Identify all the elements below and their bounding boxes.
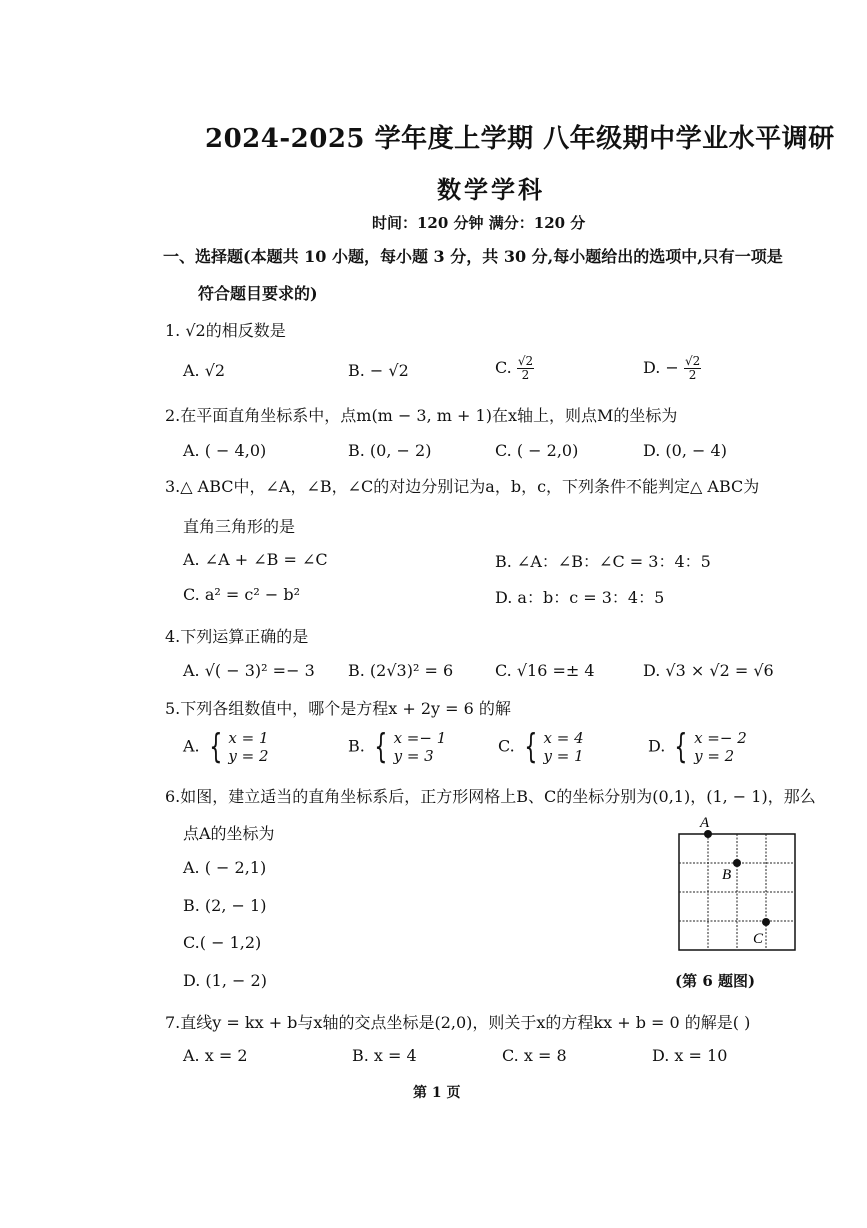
q5-a-eq1: x = 1: [228, 729, 269, 747]
q5-stem: 5.下列各组数值中，哪个是方程x + 2y = 6 的解: [165, 699, 511, 718]
q4-option-d: D. √3 × √2 = √6: [643, 661, 774, 680]
q5-c-system: { x = 4 y = 1: [524, 727, 584, 767]
q5-b-system: { x =− 1 y = 3: [374, 727, 447, 767]
q1-d-numerator: √2: [684, 354, 701, 368]
point-c: [762, 918, 770, 926]
q1-d-denominator: 2: [688, 368, 697, 382]
q3-stem-cont: 直角三角形的是: [183, 517, 296, 536]
label-c: C: [753, 931, 764, 947]
exam-title: 2024-2025 学年度上学期 八年级期中学业水平调研: [205, 124, 835, 154]
q5-d-eq2: y = 2: [694, 747, 735, 765]
label-b: B: [722, 867, 732, 883]
q5-c-label: C.: [498, 736, 515, 756]
q5-option-d: [648, 729, 747, 765]
point-a: [704, 830, 712, 838]
q6-stem: 6.如图，建立适当的直角坐标系后，正方形网格上B、C的坐标分别为(0,1)，(1, − 1)，那么: [165, 787, 816, 806]
q2-option-a: A. ( − 4,0): [183, 441, 267, 460]
q1-option-c-fraction: [517, 355, 534, 382]
q1-c-denominator: 2: [521, 368, 530, 382]
q2-stem: 2.在平面直角坐标系中，点m(m − 3, m + 1)在x轴上，则点M的坐标为: [165, 406, 678, 425]
q3-option-b: B. ∠A：∠B：∠C = 3：4：5: [495, 552, 711, 571]
q5-d-system: { x =− 2 y = 2: [674, 727, 747, 767]
q5-option-b: [348, 729, 446, 765]
q3-option-c: C. a² = c² − b²: [183, 585, 300, 604]
q5-option-c: [498, 729, 584, 765]
q2-option-c: C. ( − 2,0): [495, 441, 579, 460]
q4-option-b: B. (2√3)² = 6: [348, 661, 454, 680]
q6-option-c: C.( − 1,2): [183, 933, 262, 952]
q5-b-eq1: x =− 1: [393, 729, 447, 747]
q5-a-eq2: y = 2: [228, 747, 269, 765]
section-heading: 一、选择题(本题共 10 小题，每小题 3 分，共 30 分,每小题给出的选项中,只有一项是: [163, 247, 783, 266]
q6-option-a: A. ( − 2,1): [183, 858, 267, 877]
q5-d-eq1: x =− 2: [694, 729, 747, 747]
q6-option-b: B. (2, − 1): [183, 896, 267, 915]
q5-a-label: A.: [183, 736, 200, 756]
q1-c-numerator: √2: [517, 354, 534, 368]
grid-lines: [679, 834, 795, 950]
q4-stem: 4.下列运算正确的是: [165, 627, 309, 646]
q5-c-eq1: x = 4: [543, 729, 584, 747]
q1-option-d-label: D. −: [643, 358, 679, 377]
q5-option-a: [183, 729, 269, 765]
q7-stem: 7.直线y = kx + b与x轴的交点坐标是(2,0)，则关于x的方程kx + b = 0 的解是( ): [165, 1013, 751, 1032]
q1-option-d: [643, 355, 701, 382]
q1-option-b: B. − √2: [348, 361, 409, 380]
q5-a-system: { x = 1 y = 2: [209, 727, 269, 767]
q6-grid-figure: [672, 812, 807, 957]
q1-option-d-fraction: [684, 355, 701, 382]
q4-option-a: A. √( − 3)² =− 3: [183, 661, 315, 680]
q1-stem: 1. √2的相反数是: [165, 321, 286, 340]
q7-option-a: A. x = 2: [183, 1046, 248, 1065]
q3-option-a: A. ∠A + ∠B = ∠C: [183, 550, 328, 569]
q3-option-d: D. a：b：c = 3：4：5: [495, 588, 665, 607]
q5-c-eq2: y = 1: [543, 747, 584, 765]
q5-b-label: B.: [348, 736, 365, 756]
q2-option-d: D. (0, − 4): [643, 441, 727, 460]
point-b: [733, 859, 741, 867]
time-info: 时间：120 分钟 满分：120 分: [372, 214, 586, 232]
q7-option-b: B. x = 4: [352, 1046, 417, 1065]
q1-option-c-label: C.: [495, 358, 512, 377]
q5-b-eq2: y = 3: [393, 747, 434, 765]
q1-option-a: A. √2: [183, 361, 226, 380]
q5-d-label: D.: [648, 736, 666, 756]
label-a: A: [700, 815, 710, 831]
q7-option-c: C. x = 8: [502, 1046, 567, 1065]
q4-option-c: C. √16 =± 4: [495, 661, 595, 680]
q2-option-b: B. (0, − 2): [348, 441, 432, 460]
q6-option-d: D. (1, − 2): [183, 971, 267, 990]
subject-title: 数学学科: [437, 175, 545, 204]
q6-figure-caption: (第 6 题图): [675, 972, 756, 990]
page-number: 第 1 页: [413, 1085, 461, 1101]
q6-stem-cont: 点A的坐标为: [183, 824, 275, 843]
q3-stem: 3.△ ABC中，∠A，∠B，∠C的对边分别记为a，b，c，下列条件不能判定△ ABC为: [165, 477, 760, 496]
section-heading-cont: 符合题目要求的): [198, 284, 318, 303]
q1-option-c: [495, 355, 534, 382]
q7-option-d: D. x = 10: [652, 1046, 728, 1065]
